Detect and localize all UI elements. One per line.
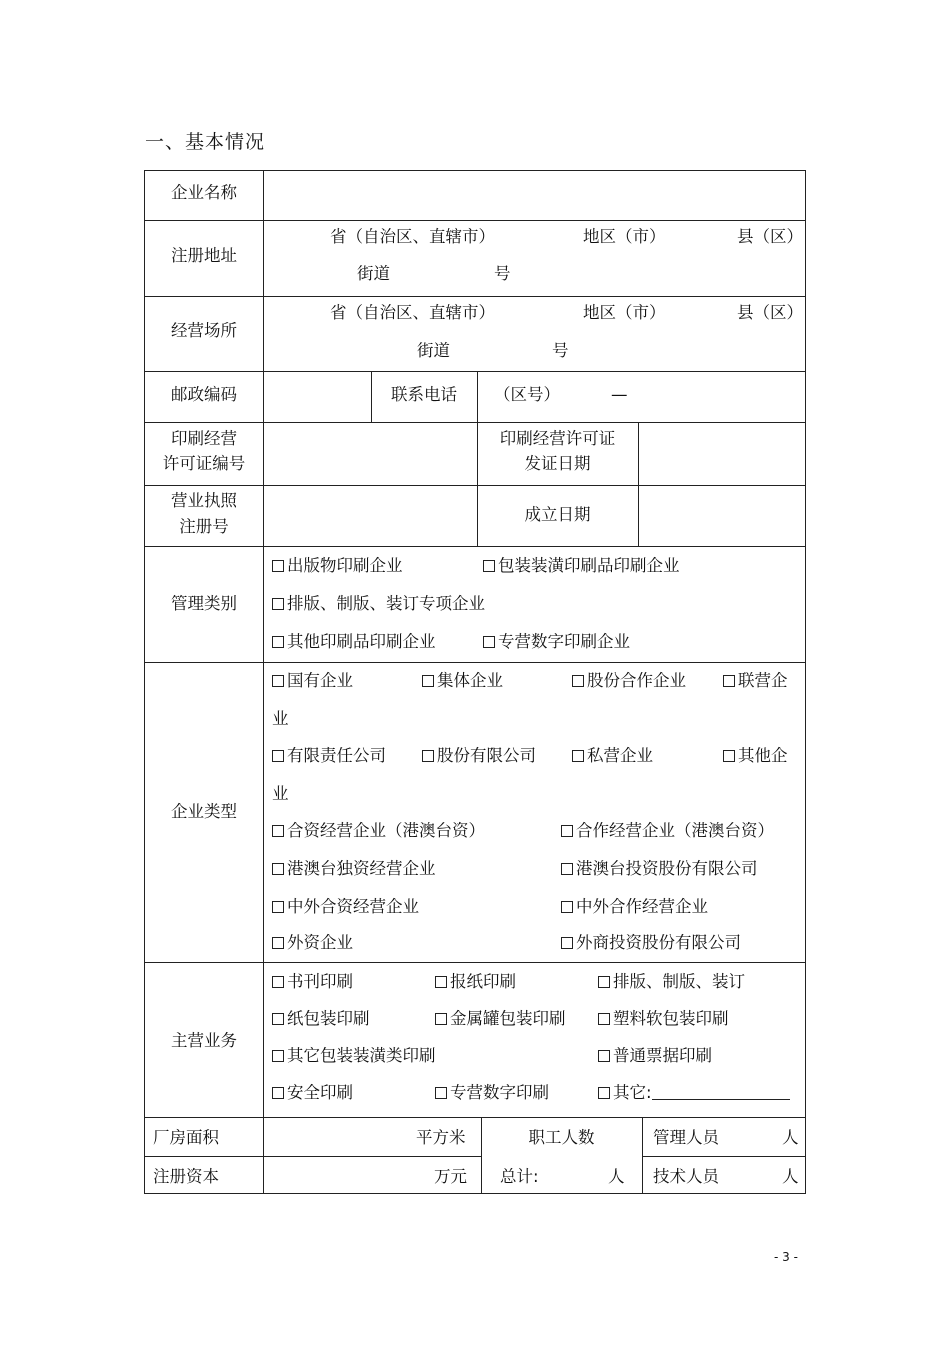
checkbox-icon[interactable]	[572, 750, 584, 762]
type-option[interactable]: 有限责任公司	[272, 748, 386, 765]
col-divider	[638, 422, 639, 546]
label-business-premises: 经营场所	[171, 321, 237, 340]
label-enterprise-type: 企业类型	[171, 802, 237, 821]
type-option[interactable]: 联营企	[723, 673, 788, 690]
checkbox-icon[interactable]	[561, 863, 573, 875]
mgmt-option[interactable]: 包装装潢印刷品印刷企业	[483, 558, 680, 575]
checkbox-icon[interactable]	[272, 1087, 284, 1099]
type-option-wrap: 业	[272, 784, 289, 803]
reg-address-number: 号	[494, 264, 511, 283]
type-option[interactable]: 国有企业	[272, 673, 353, 690]
label-license-date-line1: 印刷经营许可证	[499, 429, 616, 448]
type-option[interactable]: 集体企业	[422, 673, 503, 690]
checkbox-icon[interactable]	[435, 976, 447, 988]
label-biz-license-line2: 注册号	[179, 517, 229, 536]
unit-person: 人	[782, 1128, 799, 1147]
label-biz-license-line1: 营业执照	[171, 491, 237, 510]
business-option[interactable]: 金属罐包装印刷	[435, 1011, 566, 1028]
premises-number: 号	[552, 341, 569, 360]
checkbox-icon[interactable]	[272, 976, 284, 988]
checkbox-icon[interactable]	[598, 976, 610, 988]
type-option[interactable]: 股份有限公司	[422, 748, 536, 765]
type-option[interactable]: 港澳台独资经营企业	[272, 861, 436, 878]
checkbox-icon[interactable]	[272, 598, 284, 610]
label-license-no-line1: 印刷经营	[171, 429, 237, 448]
type-option[interactable]: 合资经营企业（港澳台资）	[272, 823, 485, 840]
checkbox-icon[interactable]	[272, 901, 284, 913]
business-option[interactable]: 报纸印刷	[435, 974, 516, 991]
premises-street: 街道	[417, 341, 450, 360]
mgmt-option[interactable]: 专营数字印刷企业	[483, 634, 630, 651]
checkbox-icon[interactable]	[572, 675, 584, 687]
label-license-no-line2: 许可证编号	[162, 454, 246, 473]
checkbox-icon[interactable]	[598, 1013, 610, 1025]
label-total: 总计:	[500, 1167, 539, 1186]
checkbox-icon[interactable]	[723, 750, 735, 762]
row-divider	[145, 962, 805, 963]
type-option[interactable]: 合作经营企业（港澳台资）	[561, 823, 774, 840]
unit-person: 人	[782, 1167, 799, 1186]
row-divider	[145, 546, 805, 547]
checkbox-icon[interactable]	[561, 937, 573, 949]
row-divider	[145, 220, 805, 221]
type-option[interactable]: 私营企业	[572, 748, 653, 765]
unit-person: 人	[608, 1167, 625, 1186]
business-option[interactable]: 塑料软包装印刷	[598, 1011, 729, 1028]
business-option[interactable]: 专营数字印刷	[435, 1085, 549, 1102]
label-registered-capital: 注册资本	[153, 1167, 219, 1186]
row-divider	[145, 296, 805, 297]
label-main-business: 主营业务	[171, 1031, 237, 1050]
checkbox-icon[interactable]	[561, 825, 573, 837]
mgmt-option[interactable]: 排版、制版、装订专项企业	[272, 596, 485, 613]
business-option[interactable]: 书刊印刷	[272, 974, 353, 991]
checkbox-icon[interactable]	[272, 1013, 284, 1025]
checkbox-icon[interactable]	[598, 1087, 610, 1099]
checkbox-icon[interactable]	[435, 1013, 447, 1025]
business-option[interactable]: 排版、制版、装订	[598, 974, 745, 991]
unit-sqm: 平方米	[416, 1128, 466, 1147]
reg-address-street: 街道	[357, 264, 390, 283]
checkbox-icon[interactable]	[561, 901, 573, 913]
label-managers: 管理人员	[653, 1128, 719, 1147]
label-established-date: 成立日期	[524, 505, 591, 524]
business-option[interactable]: 普通票据印刷	[598, 1048, 712, 1065]
label-contact-phone: 联系电话	[391, 385, 457, 404]
checkbox-icon[interactable]	[272, 1050, 284, 1062]
unit-wan-yuan: 万元	[434, 1167, 467, 1186]
type-option[interactable]: 中外合资经营企业	[272, 899, 419, 916]
checkbox-icon[interactable]	[422, 675, 434, 687]
checkbox-icon[interactable]	[483, 560, 495, 572]
checkbox-icon[interactable]	[272, 863, 284, 875]
label-factory-area: 厂房面积	[153, 1128, 219, 1147]
business-option[interactable]: 纸包装印刷	[272, 1011, 370, 1028]
business-option[interactable]: 其它包装装潢类印刷	[272, 1048, 436, 1065]
label-employees: 职工人数	[528, 1128, 595, 1147]
type-option[interactable]: 港澳台投资股份有限公司	[561, 861, 758, 878]
label-postal-code: 邮政编码	[171, 385, 237, 404]
label-registered-address: 注册地址	[171, 246, 237, 265]
label-technicians: 技术人员	[653, 1167, 719, 1186]
row-divider	[145, 485, 805, 486]
mgmt-option[interactable]: 其他印刷品印刷企业	[272, 634, 436, 651]
premises-region: 地区（市）	[583, 303, 666, 322]
type-option[interactable]: 外资企业	[272, 935, 353, 952]
premises-county: 县（区）	[737, 303, 803, 322]
checkbox-icon[interactable]	[272, 937, 284, 949]
row-divider	[145, 1117, 805, 1118]
checkbox-icon[interactable]	[272, 825, 284, 837]
page-number: - 3 -	[774, 1250, 798, 1264]
reg-address-province: 省（自治区、直辖市）	[330, 227, 495, 246]
section-title: 一、基本情况	[145, 131, 266, 153]
row-divider	[145, 662, 805, 663]
type-option[interactable]: 其他企	[723, 748, 788, 765]
checkbox-icon[interactable]	[272, 750, 284, 762]
phone-dash: —	[611, 385, 628, 404]
label-license-date-line2: 发证日期	[524, 454, 591, 473]
business-option[interactable]: 安全印刷	[272, 1085, 353, 1102]
checkbox-icon[interactable]	[272, 675, 284, 687]
col-divider	[642, 1117, 643, 1193]
mgmt-option[interactable]: 出版物印刷企业	[272, 558, 403, 575]
type-option[interactable]: 股份合作企业	[572, 673, 686, 690]
other-blank-line[interactable]	[652, 1087, 790, 1100]
col-divider	[481, 1117, 482, 1193]
row-divider	[145, 1156, 263, 1157]
type-option[interactable]: 中外合作经营企业	[561, 899, 708, 916]
checkbox-icon[interactable]	[483, 636, 495, 648]
checkbox-icon[interactable]	[272, 636, 284, 648]
checkbox-icon[interactable]	[422, 750, 434, 762]
row-divider	[145, 371, 805, 372]
col-divider	[263, 171, 264, 1193]
label-enterprise-name: 企业名称	[171, 183, 237, 202]
business-option-other[interactable]: 其它:	[598, 1085, 790, 1102]
checkbox-icon[interactable]	[598, 1050, 610, 1062]
row-divider	[145, 422, 805, 423]
label-mgmt-category: 管理类别	[171, 594, 237, 613]
checkbox-icon[interactable]	[723, 675, 735, 687]
phone-area-code: （区号）	[494, 385, 560, 404]
checkbox-icon[interactable]	[272, 560, 284, 572]
reg-address-region: 地区（市）	[583, 227, 666, 246]
basic-info-form	[144, 170, 806, 1194]
type-option-wrap: 业	[272, 709, 289, 728]
row-divider	[263, 1156, 481, 1157]
checkbox-icon[interactable]	[435, 1087, 447, 1099]
type-option[interactable]: 外商投资股份有限公司	[561, 935, 741, 952]
reg-address-county: 县（区）	[737, 227, 803, 246]
row-divider	[642, 1156, 805, 1157]
premises-province: 省（自治区、直辖市）	[330, 303, 495, 322]
